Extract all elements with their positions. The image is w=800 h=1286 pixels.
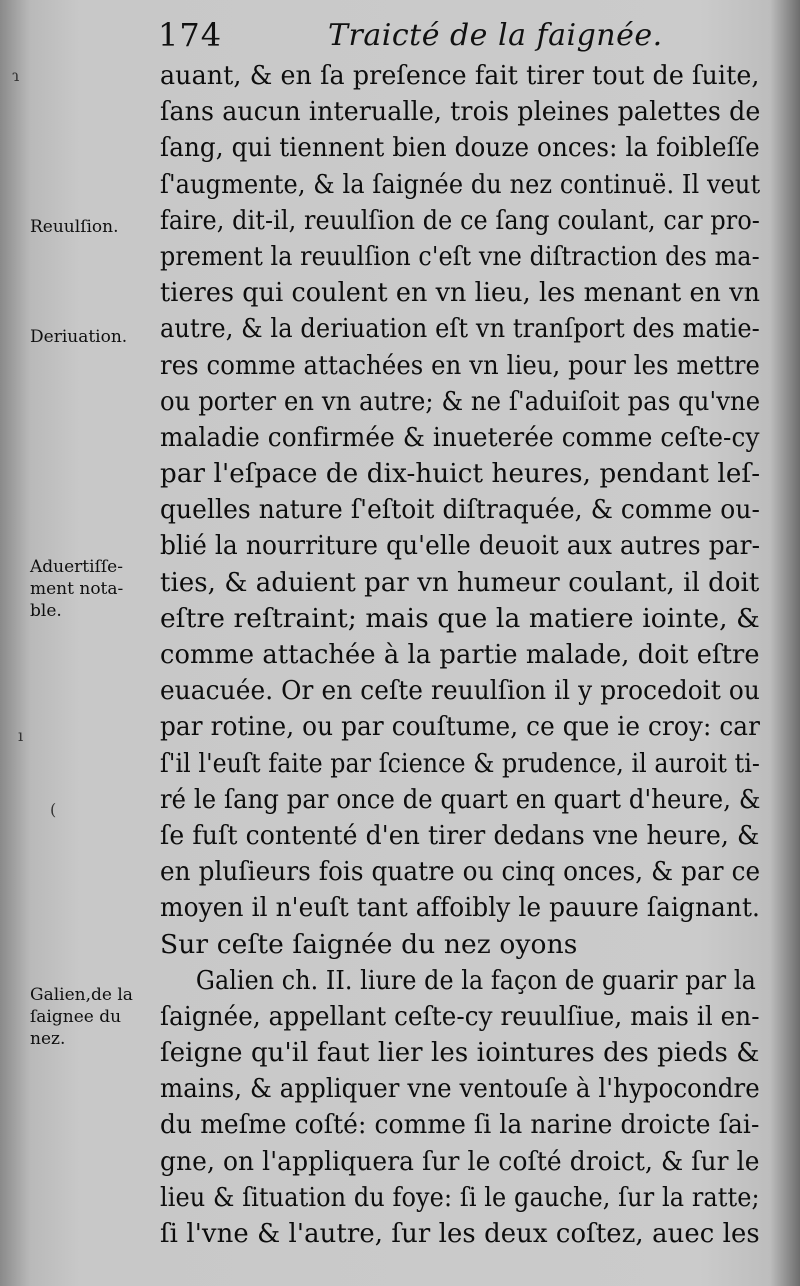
margin-note-galien — [30, 984, 165, 1050]
text-line: ſans aucun interualle, trois pleines palettes de — [160, 96, 761, 128]
text-line: prement la reuulſion c'eſt vne diſtraction des ma- — [160, 240, 760, 272]
text-line: ré le ſang par once de quart en quart d'heure, & — [160, 783, 761, 815]
text-line: Sur ceſte ſaignée du nez oyons — [160, 928, 578, 960]
margin-note-line: Deriuation. — [30, 327, 128, 347]
text-line: ou porter en vn autre; & ne ſ'aduiſoit pas qu'vne — [160, 385, 761, 417]
text-line: ties, & aduient par vn humeur coulant, il doit — [160, 566, 760, 598]
margin-stray-mark: ( — [50, 800, 57, 819]
margin-note-line: nez. — [30, 1029, 66, 1049]
margin-note-line: Aduertiſſe- — [30, 557, 123, 577]
text-line: gne, on l'appliquera ſur le coſté droict, & ſur le — [160, 1145, 760, 1177]
text-line: quelles nature ſ'eſtoit diſtraquée, & comme ou- — [160, 494, 760, 526]
margin-stray-mark: ı — [18, 726, 24, 745]
margin-stray-mark: ɿ — [12, 66, 20, 85]
text-line: ſang, qui tiennent bien douze onces: la foibleſſe — [160, 132, 760, 164]
text-line: par rotine, ou par couſtume, ce que ie croy: car — [160, 711, 761, 743]
body-text — [160, 58, 760, 1252]
text-line: auant, & en ſa preſence fait tirer tout de ſuite, — [160, 60, 760, 91]
margin-note-line: Galien,de la — [30, 985, 133, 1005]
text-line: blié la nourriture qu'elle deuoit aux autres par- — [160, 530, 761, 562]
text-line: euacuée. Or en ceſte reuulſion il y procedoit ou — [160, 675, 760, 707]
text-line: res comme attachées en vn lieu, pour les mettre — [160, 349, 761, 381]
text-line: du meſme coſté: comme ſi la narine droicte ſai- — [160, 1109, 760, 1141]
running-title: Traicté de la faignée. — [328, 18, 663, 53]
text-line: moyen il n'euſt tant affoibly le pauure ſaignant. — [160, 892, 761, 924]
text-line: faire, dit-il, reuulſion de ce ſang coulant, car pro- — [160, 204, 760, 236]
text-line: par l'eſpace de dix-huict heures, pendant leſ- — [160, 458, 761, 490]
margin-note-line: ble. — [30, 601, 62, 621]
margin-note-reuulsion — [30, 216, 165, 238]
text-line: en pluſieurs fois quatre ou cinq onces, & par ce — [160, 856, 761, 888]
text-line: ſi l'vne & l'autre, ſur les deux coſtez, auec les — [160, 1218, 760, 1249]
text-line: tieres qui coulent en vn lieu, les menant en vn — [160, 277, 761, 309]
text-line: Galien ch. II. liure de la façon de guarir par la — [195, 964, 756, 996]
text-line: mains, & appliquer vne ventouſe à l'hypocondre — [160, 1073, 760, 1105]
page-number: 174 — [158, 16, 223, 54]
text-line: ſeigne qu'il faut lier les iointures des pieds & — [160, 1037, 760, 1069]
margin-note-aduertissement — [30, 556, 165, 622]
text-line: autre, & la deriuation eſt vn tranſport des matie- — [160, 313, 760, 345]
margin-note-line: Reuulſion. — [30, 217, 119, 237]
text-line: ſaignée, appellant ceſte-cy reuulſiue, mais il en- — [160, 1000, 760, 1032]
text-line: maladie confirmée & inueterée comme ceſte-cy — [160, 421, 760, 453]
text-line: ſ'il l'euſt faite par ſcience & prudence, il auroit ti- — [160, 747, 761, 779]
text-line: ſe fuſt contenté d'en tirer dedans vne heure, & — [160, 819, 760, 851]
margin-note-deriuation — [30, 326, 165, 348]
text-line: ſ'augmente, & la ſaignée du nez continuë. Il veut — [160, 168, 761, 200]
text-line: lieu & ſituation du foye: ſi le gauche, ſur la ratte; — [160, 1181, 760, 1213]
running-head — [158, 14, 788, 60]
text-line: comme attachée à la partie malade, doit eſtre — [160, 639, 760, 670]
margin-note-line: ſaignee du — [30, 1007, 122, 1027]
margin-note-line: ment nota- — [30, 579, 124, 599]
text-line: eſtre reſtraint; mais que la matiere iointe, & — [160, 602, 760, 634]
